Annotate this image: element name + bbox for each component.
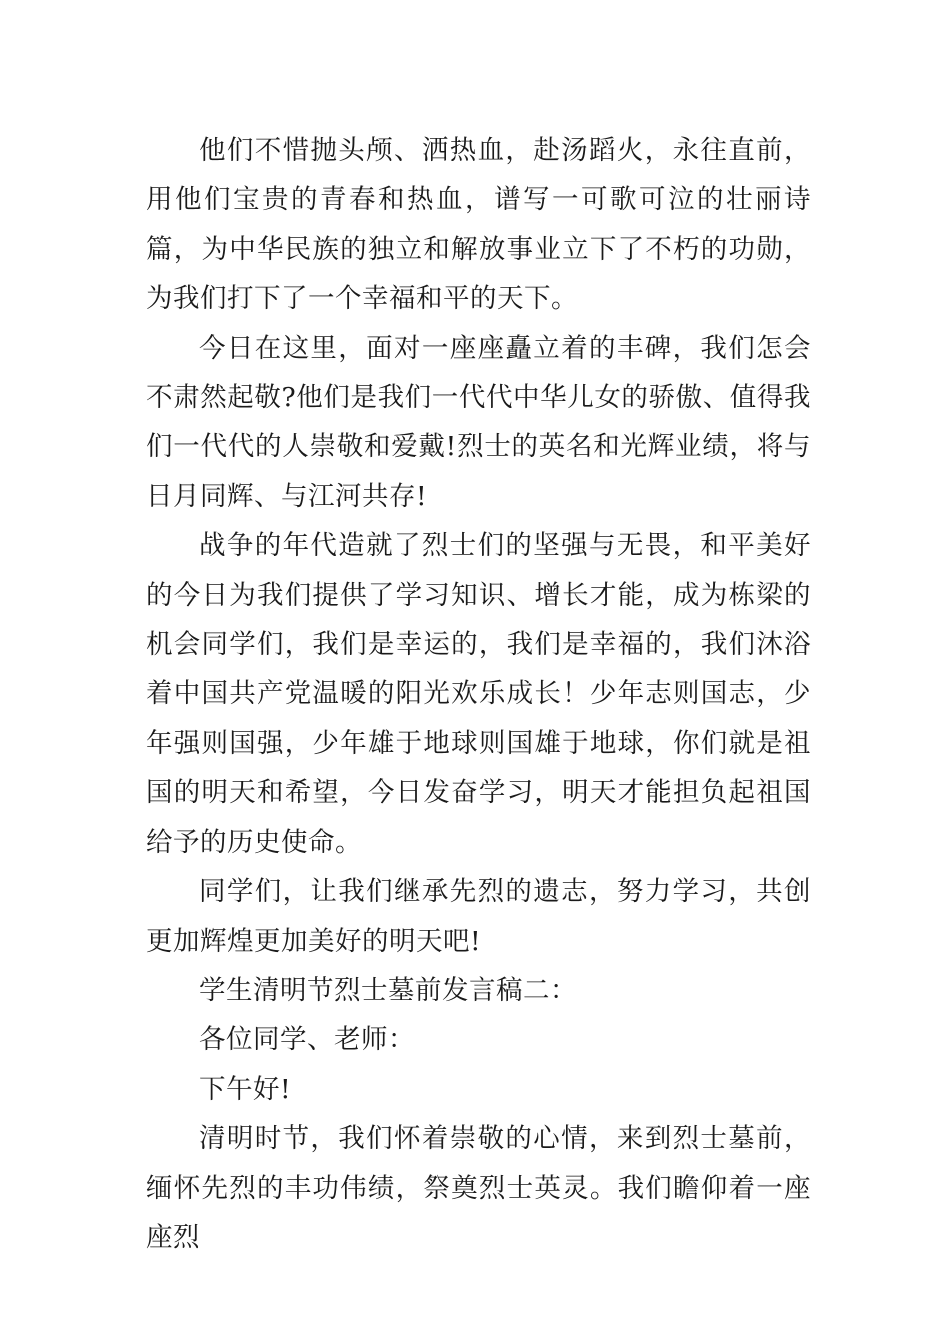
- document-body: [146, 126, 811, 1262]
- paragraph-3: 战争的年代造就了烈士们的坚强与无畏，和平美好的今日为我们提供了学习知识、增长才能，成为栋梁的机会同学们，我们是幸运的，我们是幸福的，我们沐浴着中国共产党温暖的阳光欢乐成长！少年志则国志，少年强则国强，少年雄于地球则国雄于地球，你们就是祖国的明天和希望，今日发奋学习，明天才能担负起祖国给予的历史使命。: [146, 530, 811, 858]
- paragraph-5: 清明时节，我们怀着崇敬的心情，来到烈士墓前，缅怀先烈的丰功伟绩，祭奠烈士英灵。我们瞻仰着一座座烈: [146, 1123, 811, 1253]
- paragraph-1: 他们不惜抛头颅、洒热血，赴汤蹈火，永往直前，用他们宝贵的青春和热血，谱写一可歌可泣的壮丽诗篇，为中华民族的独立和解放事业立下了不朽的功勋，为我们打下了一个幸福和平的天下。: [146, 135, 811, 315]
- salutation: 各位同学、老师：: [199, 1024, 415, 1056]
- section-heading: 学生清明节烈士墓前发言稿二：: [199, 974, 577, 1006]
- paragraph-2: 今日在这里，面对一座座矗立着的丰碑，我们怎会不肃然起敬?他们是我们一代代中华儿女的骄傲、值得我们一代代的人崇敬和爱戴!烈士的英名和光辉业绩，将与日月同辉、与江河共存!: [146, 332, 811, 512]
- greeting: 下午好!: [199, 1073, 292, 1105]
- paragraph-4: 同学们，让我们继承先烈的遗志，努力学习，共创更加辉煌更加美好的明天吧!: [146, 876, 811, 957]
